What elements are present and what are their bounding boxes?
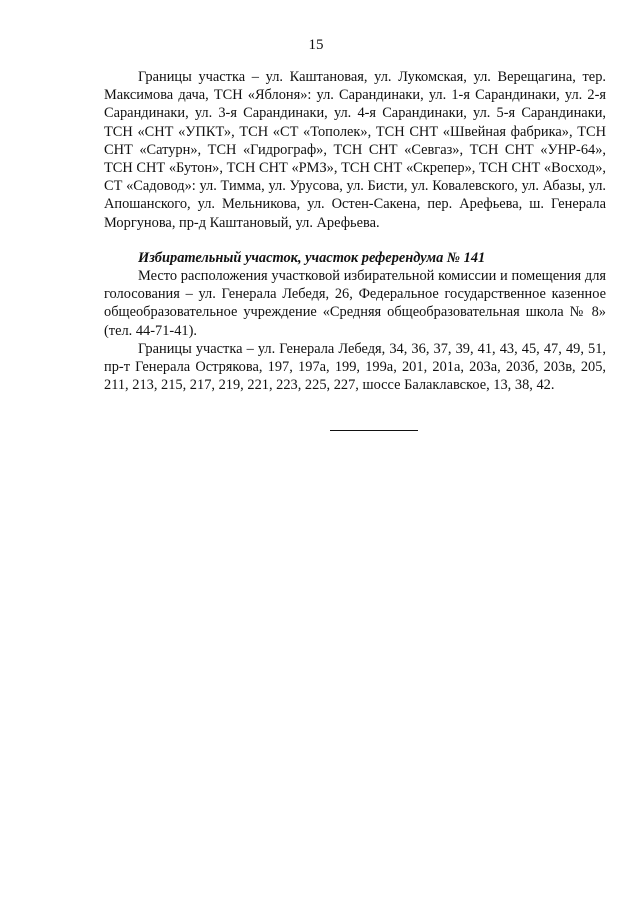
section-141-heading: Избирательный участок, участок референдума № 141 — [138, 249, 486, 266]
section-140-boundaries: Границы участка – ул. Каштановая, ул. Лукомская, ул. Верещагина, тер. Максимова дача, ТСН «Яблоня»: ул. Сарандинаки, ул. 1-я Сарандинаки, ул. 2-я Сарандинаки, ул. 3-я Сарандинаки, ул. 4-я Сарандинаки, ул. 5-я Сарандинаки, ТСН «СНТ «УПКТ», ТСН «СТ «Тополек», ТСН СНТ «Швейная фабрика», ТСН СНТ «Сатурн», ТСН «Гидрограф», ТСН СНТ «Севгаз», ТСН СНТ «УНР-64», ТСН СНТ «Бутон», ТСН СНТ «РМЗ», ТСН СНТ «Скрепер», ТСН СНТ «Восход», СТ «Садовод»: ул. Тимма, ул. Урусова, ул. Бисти, ул. Ковалевского, ул. Абазы, ул. Апошанского, ул. Мельникова, ул. Остен-Сакена, пер. Арефьева, ш. Генерала Моргунова, пр-д Каштановый, ул. Арефьева. — [104, 69, 606, 231]
page-number: 15 — [308, 37, 324, 53]
end-divider-line — [330, 430, 418, 431]
section-141-boundaries: Границы участка – ул. Генерала Лебедя, 34, 36, 37, 39, 41, 43, 45, 47, 49, 51, пр-т Генерала Острякова, 197, 197а, 199, 199а, 201, 201а, 203а, 203б, 203в, 205, 211, 213, 215, 217, 219, 221, 223, 225, 227, шоссе Балаклавское, 13, 38, 42. — [104, 340, 606, 394]
section-141-location: Место расположения участковой избирательной комиссии и помещения для голосования – ул. Генерала Лебедя, 26, Федеральное государственное казенное общеобразовательное учреждение «Средняя общеобразовательная школа № 8» (тел. 44-71-41). — [104, 268, 606, 339]
document-body — [104, 68, 606, 394]
